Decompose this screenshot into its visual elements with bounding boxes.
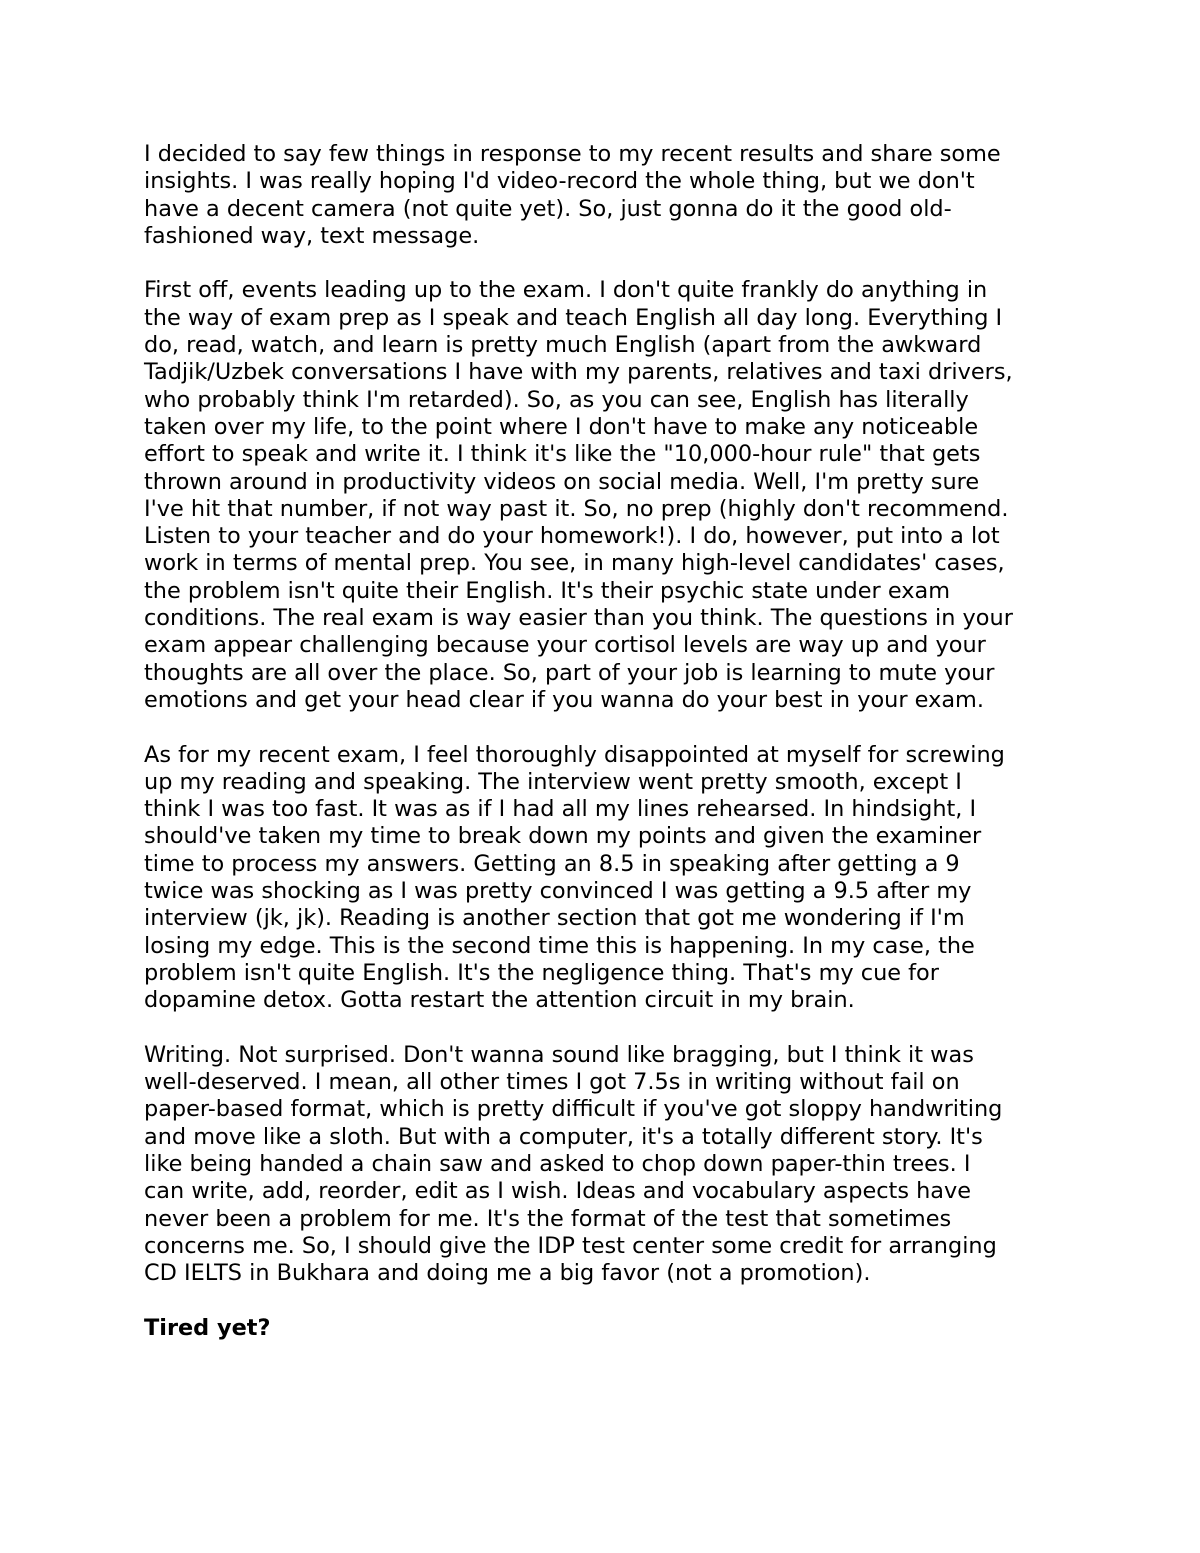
paragraph-intro (144, 141, 1064, 250)
text-line: and move like a sloth. But with a computer, it's a totally different story. It's (144, 1123, 983, 1150)
text-line: well-deserved. I mean, all other times I got 7.5s in writing without fail on (144, 1069, 960, 1096)
text-line: do, read, watch, and learn is pretty much English (apart from the awkward (144, 332, 982, 359)
text-line: exam appear challenging because your cortisol levels are way up and your (144, 632, 986, 659)
text-line: twice was shocking as I was pretty convinced I was getting a 9.5 after my (144, 878, 972, 905)
text-line: interview (jk, jk). Reading is another section that got me wondering if I'm (144, 905, 965, 932)
text-line: up my reading and speaking. The interview went pretty smooth, except I (144, 768, 962, 795)
text-line: As for my recent exam, I feel thoroughly disappointed at myself for screwing (144, 741, 1005, 768)
text-line: insights. I was really hoping I'd video-record the whole thing, but we don't (144, 168, 975, 195)
text-line: think I was too fast. It was as if I had all my lines rehearsed. In hindsight, I (144, 796, 977, 823)
text-line: emotions and get your head clear if you wanna do your best in your exam. (144, 686, 984, 713)
text-line: CD IELTS in Bukhara and doing me a big favor (not a promotion). (144, 1260, 871, 1287)
text-line: dopamine detox. Gotta restart the attention circuit in my brain. (144, 987, 855, 1014)
text-line: I decided to say few things in response to my recent results and share some (144, 141, 1001, 167)
text-line: Tired yet? (144, 1314, 271, 1341)
paragraph-writing (144, 1042, 1064, 1288)
text-line: should've taken my time to break down my points and given the examiner (144, 823, 982, 850)
text-line: the problem isn't quite their English. It's their psychic state under exam (144, 577, 951, 604)
text-line: losing my edge. This is the second time this is happening. In my case, the (144, 932, 975, 959)
text-line: Tadjik/Uzbek conversations I have with my parents, relatives and taxi drivers, (144, 359, 1013, 386)
paragraph-recent-exam (144, 742, 1064, 1015)
text-line: conditions. The real exam is way easier than you think. The questions in your (144, 605, 1013, 632)
text-line: taken over my life, to the point where I don't have to make any noticeable (144, 413, 979, 440)
text-line: thrown around in productivity videos on social media. Well, I'm pretty sure (144, 468, 980, 495)
text-line: effort to speak and write it. I think it's like the "10,000-hour rule" that gets (144, 441, 981, 468)
text-line: concerns me. So, I should give the IDP test center some credit for arranging (144, 1232, 997, 1259)
text-line: time to process my answers. Getting an 8.5 in speaking after getting a 9 (144, 850, 960, 877)
document-body (144, 141, 1064, 1342)
text-line: can write, add, reorder, edit as I wish. Ideas and vocabulary aspects have (144, 1178, 972, 1205)
text-line: thoughts are all over the place. So, part of your job is learning to mute your (144, 659, 995, 686)
text-line: never been a problem for me. It's the format of the test that sometimes (144, 1205, 952, 1232)
text-line: the way of exam prep as I speak and teach English all day long. Everything I (144, 304, 1003, 331)
paragraph-exam-prep (144, 277, 1064, 714)
text-line: I've hit that number, if not way past it. So, no prep (highly don't recommend. (144, 495, 1009, 522)
closing-question (144, 1315, 1064, 1342)
text-line: have a decent camera (not quite yet). So, just gonna do it the good old- (144, 195, 952, 222)
text-line: paper-based format, which is pretty difficult if you've got sloppy handwriting (144, 1096, 1003, 1123)
text-line: who probably think I'm retarded). So, as you can see, English has literally (144, 386, 969, 413)
text-line: Writing. Not surprised. Don't wanna sound like bragging, but I think it was (144, 1041, 974, 1068)
text-line: fashioned way, text message. (144, 222, 480, 249)
text-line: problem isn't quite English. It's the negligence thing. That's my cue for (144, 959, 939, 986)
text-line: First off, events leading up to the exam. I don't quite frankly do anything in (144, 277, 988, 304)
text-line: like being handed a chain saw and asked to chop down paper-thin trees. I (144, 1150, 971, 1177)
text-line: Listen to your teacher and do your homework!). I do, however, put into a lot (144, 523, 1000, 550)
text-line: work in terms of mental prep. You see, in many high-level candidates' cases, (144, 550, 1005, 577)
